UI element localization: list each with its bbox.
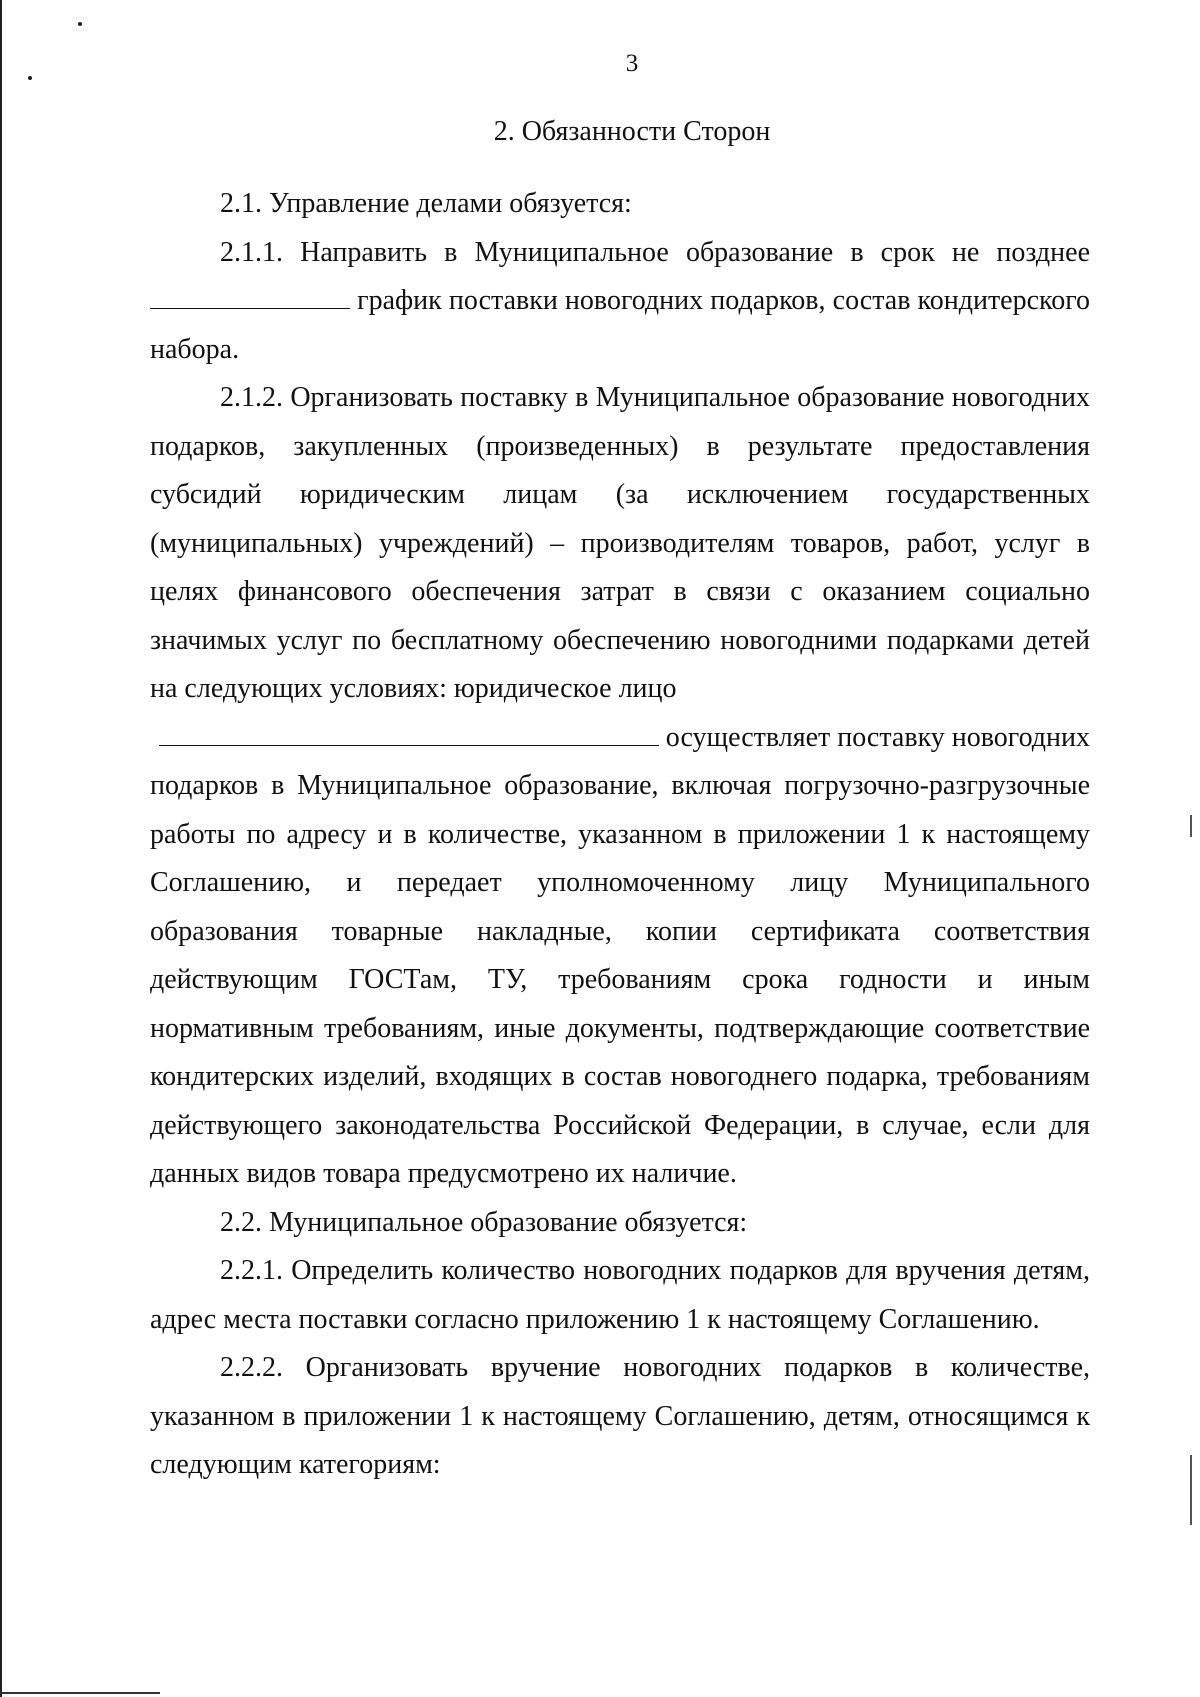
clause-2-1-2-continued: подарков в Муниципальное образование, включая погрузочно-разгрузочные работы по адресу и в количестве, указанном в приложении 1 к настоящему Соглашению, и передает уполномоченному лицу Муниципального образования товарные накладные, копии сертификата соответствия действующим ГОСТам, ТУ, требованиям срока годности и иным нормативным требованиям, иные документы, подтверждающие соответствие кондитерских изделий, входящих в состав новогоднего подарка, требованиям действующего законодательства Российской Федерации, в случае, если для данных видов товара предусмотрено их наличие. xyxy=(150,770,1090,1189)
scan-dot xyxy=(78,22,82,26)
scan-mark xyxy=(1190,815,1192,837)
clause-2-1: 2.1. Управление делами обязуется: xyxy=(220,188,632,219)
clause-2-1-2-text-b: осуществляет поставку новогодних xyxy=(658,721,1090,753)
scan-mark xyxy=(1190,1455,1192,1525)
clause-2-1-2 xyxy=(150,374,1090,762)
clause-2-2: 2.2. Муниципальное образование обязуется: xyxy=(220,1206,748,1238)
clause-2-1-2-blank-line xyxy=(150,714,1090,763)
clause-2-2-2: 2.2.2. Организовать вручение новогодних подарков в количестве, указанном в приложении 1 к настоящему Соглашению, детям, относящимся к следующим категориям: xyxy=(150,1352,1090,1480)
scan-left-edge xyxy=(0,0,2,1697)
page-number: 3 xyxy=(625,50,639,77)
clause-2-2-1: 2.2.1. Определить количество новогодних подарков для вручения детям, адрес места поставки согласно приложению 1 к настоящему Соглашению. xyxy=(150,1255,1090,1335)
scan-bottom-edge xyxy=(0,1692,160,1694)
clause-2-1-2-text-a: 2.1.2. Организовать поставку в Муниципальное образование новогодних подарков, закупленных (произведенных) в результате предоставления субсидий юридическим лицам (за исключением государственных (муниципальных) учреждений) – производителям товаров, работ, услуг в целях финансового обеспечения затрат в связи с оказанием социально значимых услуг по бесплатному обеспечению новогодними подарками детей на следующих условиях: юридическое лицо xyxy=(150,382,1090,704)
date-blank-field xyxy=(150,278,350,309)
clause-2-1-1-text-b: график поставки новогодних подарков, состав кондитерского набора. xyxy=(150,285,1090,365)
legal-entity-blank-field xyxy=(159,715,659,746)
clause-2-1-1-text-a: 2.1.1. Направить в Муниципальное образование в срок не позднее xyxy=(220,236,1090,268)
section-title: 2. Обязанности Сторон xyxy=(493,116,771,147)
clause-2-1-1 xyxy=(150,229,1090,375)
document-body xyxy=(150,180,1090,1490)
